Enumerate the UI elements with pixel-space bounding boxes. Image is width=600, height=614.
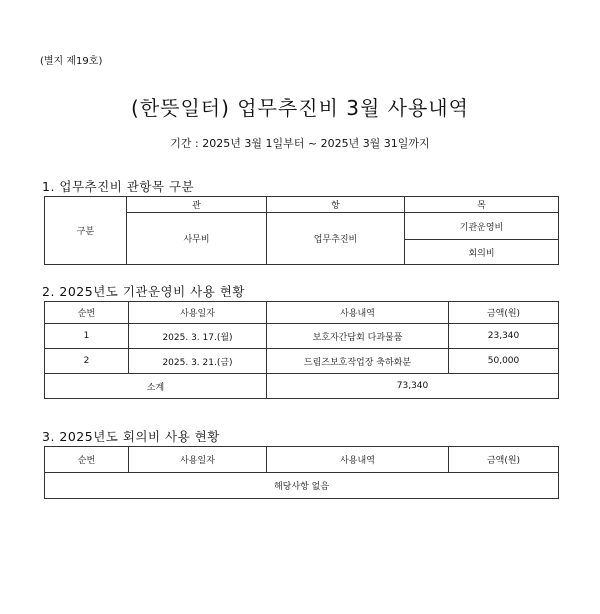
- table-row: [45, 349, 559, 374]
- document-title: (한뜻일터) 업무추진비 3월 사용내역: [131, 96, 469, 120]
- header-gwan: 관: [127, 197, 267, 213]
- row-amount: 50,000: [449, 349, 559, 374]
- header-desc: 사용내역: [267, 447, 449, 473]
- row-amount: 23,340: [449, 324, 559, 349]
- row-no: 2: [45, 349, 129, 374]
- operating-expense-table: [44, 301, 559, 399]
- row-no: 1: [45, 324, 129, 349]
- table-row: [45, 324, 559, 349]
- header-desc: 사용내역: [267, 302, 449, 324]
- section2-heading: 2. 2025년도 기관운영비 사용 현황: [42, 284, 245, 299]
- table-header-row: [45, 302, 559, 324]
- table-header-row: [45, 447, 559, 473]
- subtotal-value: 73,340: [267, 374, 559, 399]
- header-no: 순번: [45, 447, 129, 473]
- empty-notice: 해당사항 없음: [45, 473, 559, 499]
- header-hang: 항: [267, 197, 405, 213]
- section1-heading: 1. 업무추진비 관항목 구분: [42, 179, 195, 194]
- header-amount: 금액(원): [449, 302, 559, 324]
- header-amount: 금액(원): [449, 447, 559, 473]
- form-number: (별지 제19호): [40, 56, 103, 67]
- gwan-cell: 사무비: [127, 213, 267, 265]
- row-desc: 드림즈보호작업장 축하화분: [267, 349, 449, 374]
- row-date: 2025. 3. 17.(월): [129, 324, 267, 349]
- table-row: [45, 473, 559, 499]
- subtotal-row: [45, 374, 559, 399]
- mok-cell-1: 기관운영비: [405, 213, 559, 240]
- account-classification-table: [44, 196, 559, 265]
- header-no: 순번: [45, 302, 129, 324]
- row-label-cell: 구분: [45, 197, 127, 265]
- subtotal-label: 소계: [45, 374, 267, 399]
- table-header-row: [45, 197, 559, 213]
- mok-cell-2: 회의비: [405, 240, 559, 265]
- meeting-expense-table: [44, 446, 559, 499]
- hang-cell: 업무추진비: [267, 213, 405, 265]
- period-text: 기간 : 2025년 3월 1일부터 ~ 2025년 3월 31일까지: [170, 137, 430, 150]
- header-date: 사용일자: [129, 302, 267, 324]
- header-date: 사용일자: [129, 447, 267, 473]
- row-date: 2025. 3. 21.(금): [129, 349, 267, 374]
- row-desc: 보호자간담회 다과물품: [267, 324, 449, 349]
- section3-heading: 3. 2025년도 회의비 사용 현황: [42, 429, 220, 444]
- header-mok: 목: [405, 197, 559, 213]
